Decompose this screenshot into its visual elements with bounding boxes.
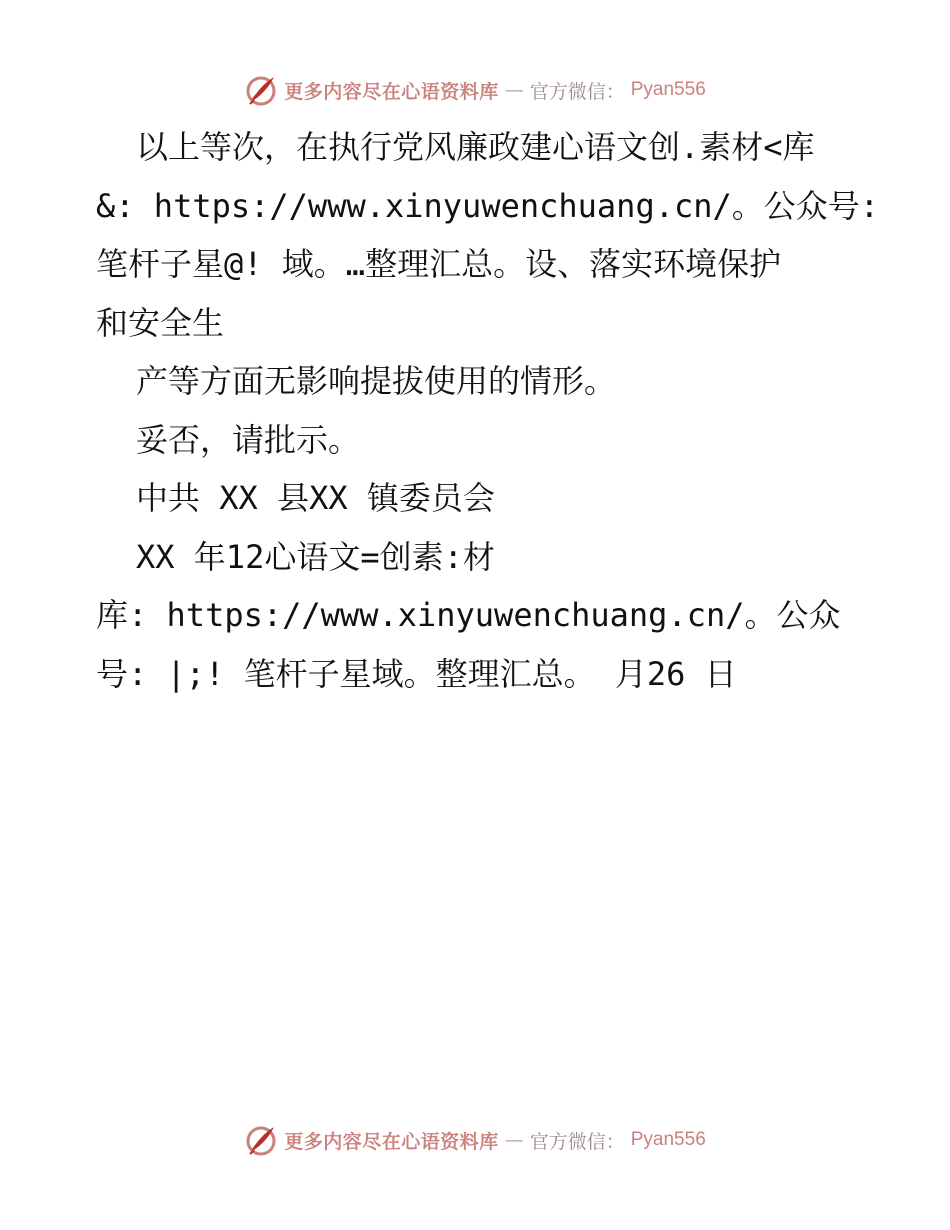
footer-banner (0, 1120, 950, 1160)
footer-banner-wechat-id: Pyan556 (630, 1129, 706, 1150)
body-line-4: 和安全生 (96, 303, 225, 342)
body-line-10: 号: |;! 笔杆子星域。整理汇总。 月26 日 (96, 654, 737, 693)
footer-banner-main-text: 更多内容尽在心语资料库 (284, 1130, 499, 1153)
document-body (96, 118, 880, 703)
body-line-2: &: https://www.xinyuwenchuang.cn/。公众号: (96, 186, 880, 225)
footer-banner-content (244, 1123, 706, 1157)
feather-pen-logo-icon (244, 73, 278, 107)
body-line-7: 中共 XX 县XX 镇委员会 (136, 479, 495, 517)
body-line-6: 妥否，请批示。 (136, 420, 361, 459)
body-line-5: 产等方面无影响提拔使用的情形。 (136, 362, 617, 400)
header-banner-dash: — (504, 79, 524, 101)
feather-pen-logo-icon (244, 1123, 278, 1157)
footer-banner-dash: — (504, 1129, 524, 1151)
body-line-1: 以上等次，在执行党风廉政建心语文创.素材<库 (136, 128, 815, 166)
footer-banner-sub-text: 官方微信： (529, 1130, 625, 1153)
header-banner-wechat-id: Pyan556 (630, 79, 706, 100)
body-line-3: 笔杆子星@! 域。…整理汇总。设、落实环境保护 (96, 245, 782, 283)
header-banner-sub-text: 官方微信： (529, 80, 625, 103)
header-banner (0, 70, 950, 110)
body-line-8: XX 年12心语文=创素:材 (136, 537, 495, 576)
header-banner-main-text: 更多内容尽在心语资料库 (284, 80, 499, 103)
body-line-9: 库: https://www.xinyuwenchuang.cn/。公众 (96, 596, 841, 634)
header-banner-content (244, 73, 706, 107)
